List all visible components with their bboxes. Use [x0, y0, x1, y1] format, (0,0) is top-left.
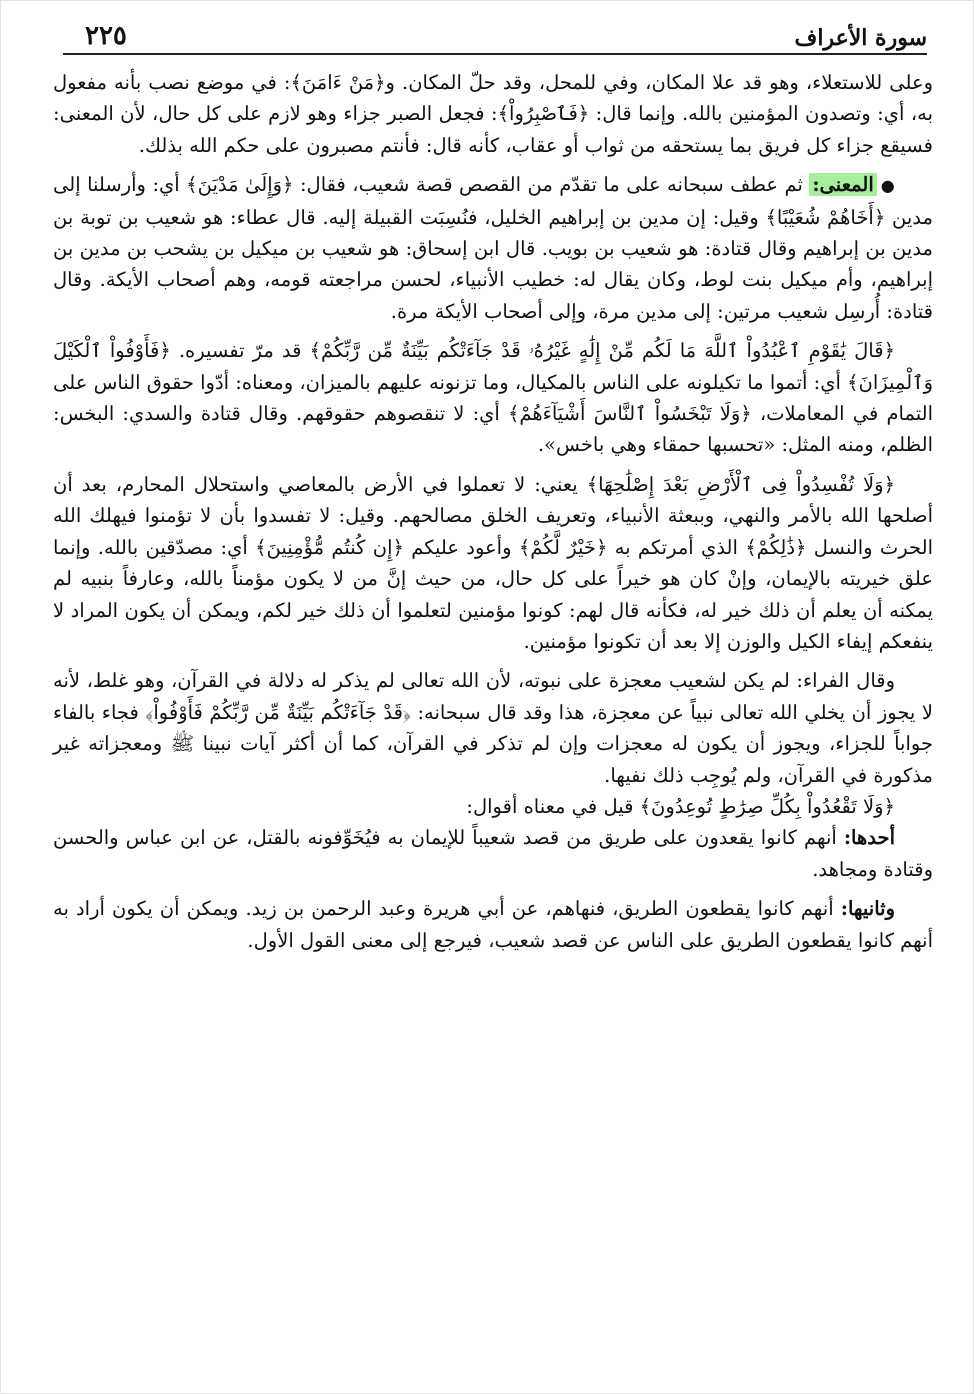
opinion-label-first: أحدها:: [843, 826, 895, 850]
paragraph-6: [53, 791, 933, 822]
paragraph-text: ﴿وَلَا تُفْسِدُواْ فِى ٱلْأَرْضِ بَعْدَ إِصْلَٰحِهَا﴾ يعني: لا تعملوا في الأرض بالمعاصي واستحلال المحارم، بعد أن أصلحها الله بالأمر والنهي، وببعثة الأنبياء، وتعريف الخلق مصالحهم. وقيل: لا تفسدوا بأن لا تؤمنوا فيهلك الله الحرث والنسل ﴿ذَٰلِكُمْ﴾ الذي أمرتكم به ﴿خَيْرٌ لَّكُمْ﴾ وأعود عليكم ﴿إِن كُنتُم مُّؤْمِنِينَ﴾ أي: مصدّقين بالله. وإنما علق خيريته بالإيمان، وإنْ كان هو خيراً على كل حال، من حيث إنَّ من لا يكون مؤمناً بالله، وعارفاً بنبيه لم يمكنه أن يعلم أن ذلك خير له، فكأنه قال لهم: كونوا مؤمنين لتعلموا أن ذلك خير لكم، ويمكن أن يكون المراد لا ينفعكم إيفاء الكيل والوزن إلا بعد أن تكونوا مؤمنين.: [53, 472, 933, 653]
paragraph-text: أنهم كانوا يقطعون الطريق، فنهاهم، عن أبي هريرة وعبد الرحمن بن زيد. ويمكن أن يكون أراد به أنهم كانوا يقطعون الطريق على الناس عن قصد شعيب، فيرجع إلى معنى القول الأول.: [53, 897, 933, 952]
paragraph-first-opinion: [53, 822, 933, 885]
section-heading-meaning: المعنى:: [809, 173, 876, 196]
paragraph-text: وقال الفراء: لم يكن لشعيب معجزة على نبوته، لأن الله تعالى لم يذكر له دلالة في القرآن، وهو غلط، لأنه لا يجوز أن يخلي الله تعالى نبياً عن معجزة، هذا وقد قال سبحانه: ﴿قَدْ جَآءَتْكُم بَيِّنَةٌ مِّن رَّبِّكُمْ فَأَوْفُواْ﴾ فجاء بالفاء جواباً للجزاء، ويجوز أن يكون له معجزات وإن لم تذكر في القرآن، كما أن أكثر آيات نبينا ﷺ ومعجزاته غير مذكورة في القرآن، ولم يُوجِب ذلك نفيها.: [53, 669, 933, 787]
paragraph-meaning: [53, 169, 933, 327]
page-body: [53, 67, 933, 956]
paragraph-second-opinion: [53, 893, 933, 956]
page-number: ٢٢٥: [85, 21, 127, 51]
paragraph-text: أنهم كانوا يقعدون على طريق من قصد شعيباً للإيمان به فيُخَوِّفونه بالقتل، عن ابن عباس والحسن وقتادة ومجاهد.: [53, 826, 933, 881]
paragraph-text: وعلى للاستعلاء، وهو قد علا المكان، وفي للمحل، وقد حلّ المكان. و﴿مَنْ ءَامَنَ﴾: في موضع نصب بأنه مفعول به، أي: وتصدون المؤمنين بالله. وإنما قال: ﴿فَٱصْبِرُواْ﴾: فجعل الصبر جزاء وهو لازم على كل حال، لأن المعنى: فسيقع جزاء كل فريق بما يستحقه من ثواب أو عقاب، كأنه قال: فأنتم مصبرون على حكم الله بذلك.: [53, 71, 933, 157]
paragraph-4: [53, 469, 933, 657]
paragraph-5: [53, 665, 933, 791]
surah-title: سورة الأعراف: [794, 25, 927, 51]
paragraph-text: ﴿وَلَا تَقْعُدُواْ بِكُلِّ صِرَٰطٍ تُوعِدُونَ﴾ قيل في معناه أقوال:: [466, 794, 895, 818]
paragraph-1: [53, 67, 933, 161]
paragraph-text: ﴿قَالَ يَٰقَوْمِ ٱعْبُدُواْ ٱللَّهَ مَا لَكُم مِّنْ إِلَٰهٍ غَيْرُهُۥ قَدْ جَآءَتْكُم بَيِّنَةٌ مِّن رَّبِّكُمْ﴾ قد مرّ تفسيره. ﴿فَأَوْفُواْ ٱلْكَيْلَ وَٱلْمِيزَانَ﴾ أي: أتموا ما تكيلونه على الناس بالمكيال، وما تزنونه عليهم بالميزان، ومعناه: أدّوا حقوق الناس على التمام في المعاملات، ﴿وَلَا تَبْخَسُواْ ٱلنَّاسَ أَشْيَآءَهُمْ﴾ أي: لا تنقصوهم حقوقهم. وقال قتادة والسدي: البخس: الظلم، ومنه المثل: «تحسبها حمقاء وهي باخس».: [53, 339, 933, 457]
bullet-icon: ●: [880, 176, 895, 196]
opinion-label-second: وثانيها:: [840, 897, 895, 921]
page-header: [63, 19, 927, 55]
paragraph-3: [53, 335, 933, 461]
paragraph-text: ثم عطف سبحانه على ما تقدّم من القصص قصة شعيب، فقال: ﴿وَإِلَىٰ مَدْيَنَ﴾ أي: وأرسلنا إلى مدين ﴿أَخَاهُمْ شُعَيْبًا﴾ وقيل: إن مدين بن إبراهيم الخليل، فنُسِبَت القبيلة إليه. قال عطاء: هو شعيب بن توبة بن مدين بن إبراهيم وقال قتادة: هو شعيب بن بويب. قال ابن إسحاق: هو شعيب بن ميكيل بن يشحب بن مدين بن إبراهيم، وأم ميكيل بنت لوط، وكان يقال له: خطيب الأنبياء، لحسن مراجعته قومه، وهم أصحاب الأيكة. وقال قتادة: أُرسِل شعيب مرتين: إلى مدين مرة، وإلى أصحاب الأيكة مرة.: [53, 173, 933, 323]
